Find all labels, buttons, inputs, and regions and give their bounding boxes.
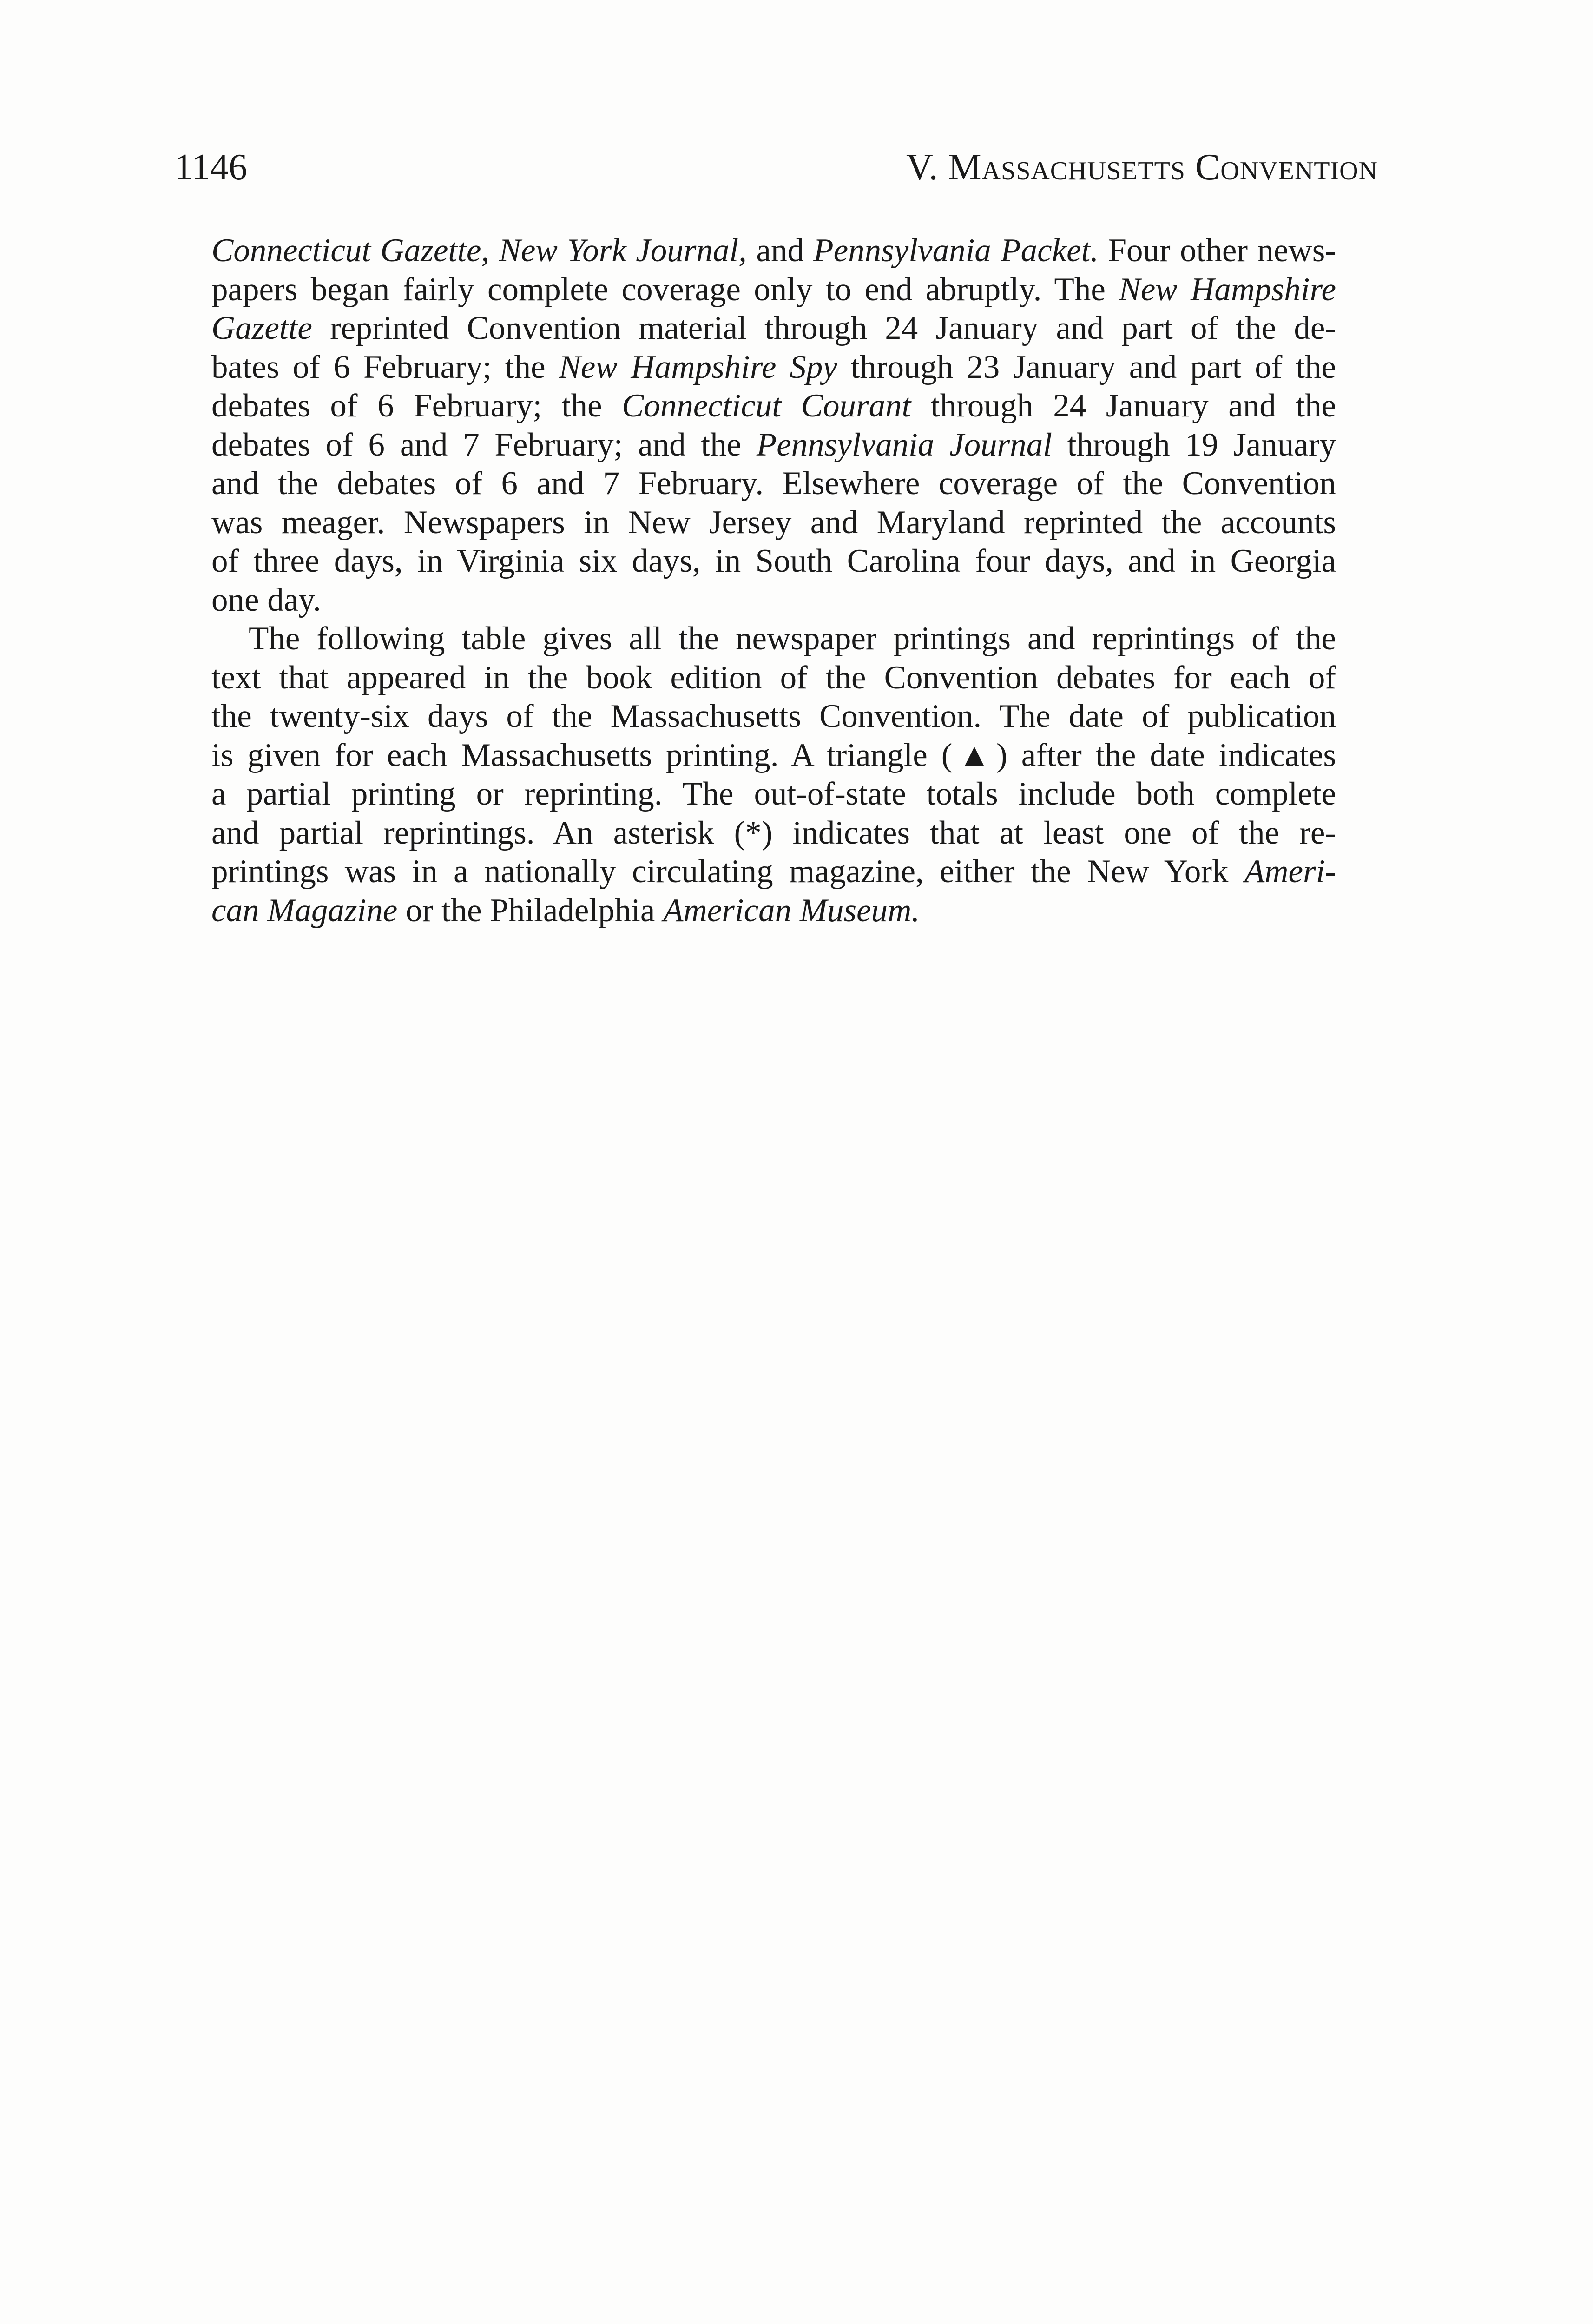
text-line: is given for each Massachusetts printing. A triangle (▲) after the date indicates	[211, 737, 1336, 773]
text-line: Connecticut Gazette, New York Journal, and Pennsylvania Packet. Four other news-	[211, 232, 1336, 269]
text-line: text that appeared in the book edition of the Convention debates for each of	[211, 659, 1336, 696]
text-line: and partial reprintings. An asterisk (*) indicates that at least one of the re-	[211, 814, 1336, 851]
text-line: printings was in a nationally circulating magazine, either the New York Ameri-	[211, 853, 1336, 890]
page-number: 1146	[174, 147, 248, 188]
text-line: the twenty-six days of the Massachusetts Convention. The date of publication	[211, 698, 1336, 734]
text-line: of three days, in Virginia six days, in South Carolina four days, and in Georgia	[211, 543, 1336, 579]
running-header	[174, 142, 1378, 193]
text-line: and the debates of 6 and 7 February. Elsewhere coverage of the Convention	[211, 465, 1336, 502]
text-line: Gazette reprinted Convention material through 24 January and part of the de-	[211, 310, 1336, 346]
text-line: was meager. Newspapers in New Jersey and Maryland reprinted the accounts	[211, 504, 1336, 541]
text-line: one day.	[211, 581, 321, 618]
paragraph-1	[211, 231, 1336, 620]
text-line: debates of 6 and 7 February; and the Pennsylvania Journal through 19 January	[211, 426, 1336, 463]
running-title: V. Massachusetts Convention	[906, 147, 1378, 188]
text-line: debates of 6 February; the Connecticut Courant through 24 January and the	[211, 388, 1336, 424]
text-line: a partial printing or reprinting. The out-of-state totals include both complete	[211, 776, 1336, 812]
text-line: bates of 6 February; the New Hampshire Spy through 23 January and part of the	[211, 349, 1336, 385]
text-line: can Magazine or the Philadelphia American Museum.	[211, 892, 920, 929]
paragraph-2	[211, 620, 1336, 930]
text-line: The following table gives all the newspaper printings and reprintings of the	[249, 621, 1336, 657]
text-line: papers began fairly complete coverage only to end abruptly. The New Hampshire	[211, 271, 1336, 308]
body-text	[211, 231, 1336, 930]
